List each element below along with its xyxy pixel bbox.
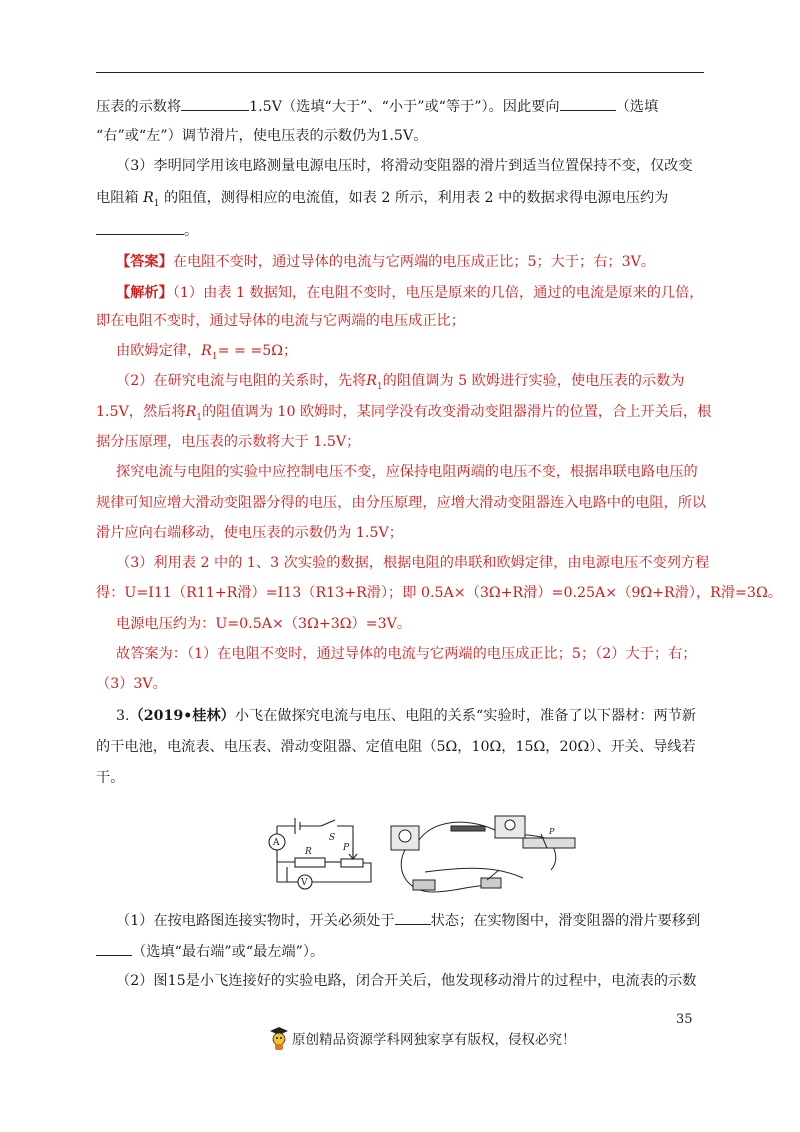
question-line: （3）李明同学用该电路测量电源电压时，将滑动变阻器的滑片到适当位置保持不变，仅改变 xyxy=(116,158,693,174)
mascot-icon xyxy=(268,1025,290,1051)
analysis-line: 滑片应向右端移动，使电压表的示数仍为 1.5V； xyxy=(96,525,403,541)
rheostat-device-icon xyxy=(523,838,575,848)
answer-line: 【答案】在电阻不变时，通过导体的电流与它两端的电压成正比；5；大于；右；3V。 xyxy=(116,254,656,270)
battery-device-icon xyxy=(413,880,435,890)
resistor-device-icon xyxy=(451,826,485,831)
analysis-line: 据分压原理，电压表的示数将大于 1.5V； xyxy=(96,434,361,450)
resistor-label: R xyxy=(305,847,312,857)
rheostat-icon xyxy=(341,859,363,867)
question-line: 压表的示数将 1.5V（选填“大于”、“小于”或“等于”）。因此要向 （选填 xyxy=(96,96,706,117)
question-3-line: 的干电池，电流表、电压表、滑动变阻器、定值电阻（5Ω，10Ω，15Ω，20Ω）、开关、导线若 xyxy=(96,739,696,755)
slider-label: P xyxy=(343,843,350,853)
header-rule xyxy=(96,72,704,73)
apparatus-photo xyxy=(391,816,575,892)
switch-label: S xyxy=(329,833,336,843)
question-3-line: （2）图15是小飞连接好的实验电路，闭合开关后，他发现移动滑片的过程中，电流表的示数 xyxy=(116,973,697,989)
circuit-figure xyxy=(255,808,585,903)
analysis-line: 电源电压约为：U=0.5A×（3Ω+3Ω）=3V。 xyxy=(116,616,412,632)
analysis-line: 规律可知应增大滑动变阻器分得的电压，由分压原理，应增大滑动变阻器连入电路中的电阻，所以 xyxy=(96,495,707,511)
ammeter-label: A xyxy=(273,838,280,848)
page-number: 35 xyxy=(676,1012,693,1027)
analysis-line: 由欧姆定律，$R_1= = =5\Omega$； xyxy=(116,343,298,362)
question-line: “右”或“左”）调节滑片，使电压表的示数仍为1.5V。 xyxy=(96,128,428,144)
voltmeter-label: V xyxy=(301,878,308,888)
photo-slider-label: P xyxy=(549,827,555,836)
blank xyxy=(181,96,249,111)
question-3-line: （1）在按电路图连接实物时，开关必须处于 状态；在实物图中，滑变阻器的滑片要移到 xyxy=(116,910,726,931)
question-3-line: （选填“最右端”或“最左端”）。 xyxy=(96,941,706,962)
analysis-line: 得：U=I11（R11+R滑）=I13（R13+R滑）；即 0.5A×（3Ω+R滑）=0.25A×（9Ω+R滑），R滑=3Ω。 xyxy=(96,585,782,601)
footer-text: 原创精品资源学科网独家享有版权，侵权必究！ xyxy=(292,1032,576,1048)
analysis-line: （2）在研究电流与电阻的关系时，先将$R_1$的阻值调为 5 欧姆进行实验，使电压表的示数为 xyxy=(116,373,685,392)
analysis-line: 【解析】（1）由表 1 数据知，在电阻不变时，电压是原来的几倍，通过的电流是原来的几倍， xyxy=(116,285,704,301)
analysis-line: （3）3V。 xyxy=(96,676,167,692)
blank xyxy=(96,941,132,956)
analysis-line: 故答案为：（1）在电阻不变时，通过导体的电流与它两端的电压成正比；5；（2）大于；右； xyxy=(116,646,697,662)
analysis-line: 1.5V，然后将$R_1$的阻值调为 10 欧姆时，某同学没有改变滑动变阻器滑片的位置，合上开关后，根 xyxy=(96,404,712,423)
circuit-diagram xyxy=(269,818,371,889)
question-line: 电阻箱 $R_1$ 的阻值，测得相应的电流值，如表 2 所示，利用表 2 中的数据求得电源电压约为 xyxy=(96,190,669,209)
question-3-line: 干。 xyxy=(96,770,125,786)
blank xyxy=(560,96,616,111)
resistor-icon xyxy=(295,858,325,867)
analysis-line: （3）利用表 2 中的 1、3 次实验的数据，根据电阻的串联和欧姆定律，由电源电压不变列方程 xyxy=(116,555,710,571)
question-line: 。 xyxy=(96,220,706,241)
switch-icon xyxy=(321,820,335,826)
blank xyxy=(395,910,431,925)
footer xyxy=(268,1024,576,1052)
blank xyxy=(96,220,184,235)
analysis-line: 探究电流与电阻的实验中应控制电压不变，应保持电阻两端的电压不变，根据串联电路电压的 xyxy=(116,464,698,480)
question-3-line: 3.（2019•桂林）小飞在做探究电流与电压、电阻的关系“实验时，准备了以下器材：两节新 xyxy=(116,708,697,724)
analysis-line: 即在电阻不变时，通过导体的电流与它两端的电压成正比； xyxy=(96,313,465,329)
switch-device-icon xyxy=(481,878,501,888)
